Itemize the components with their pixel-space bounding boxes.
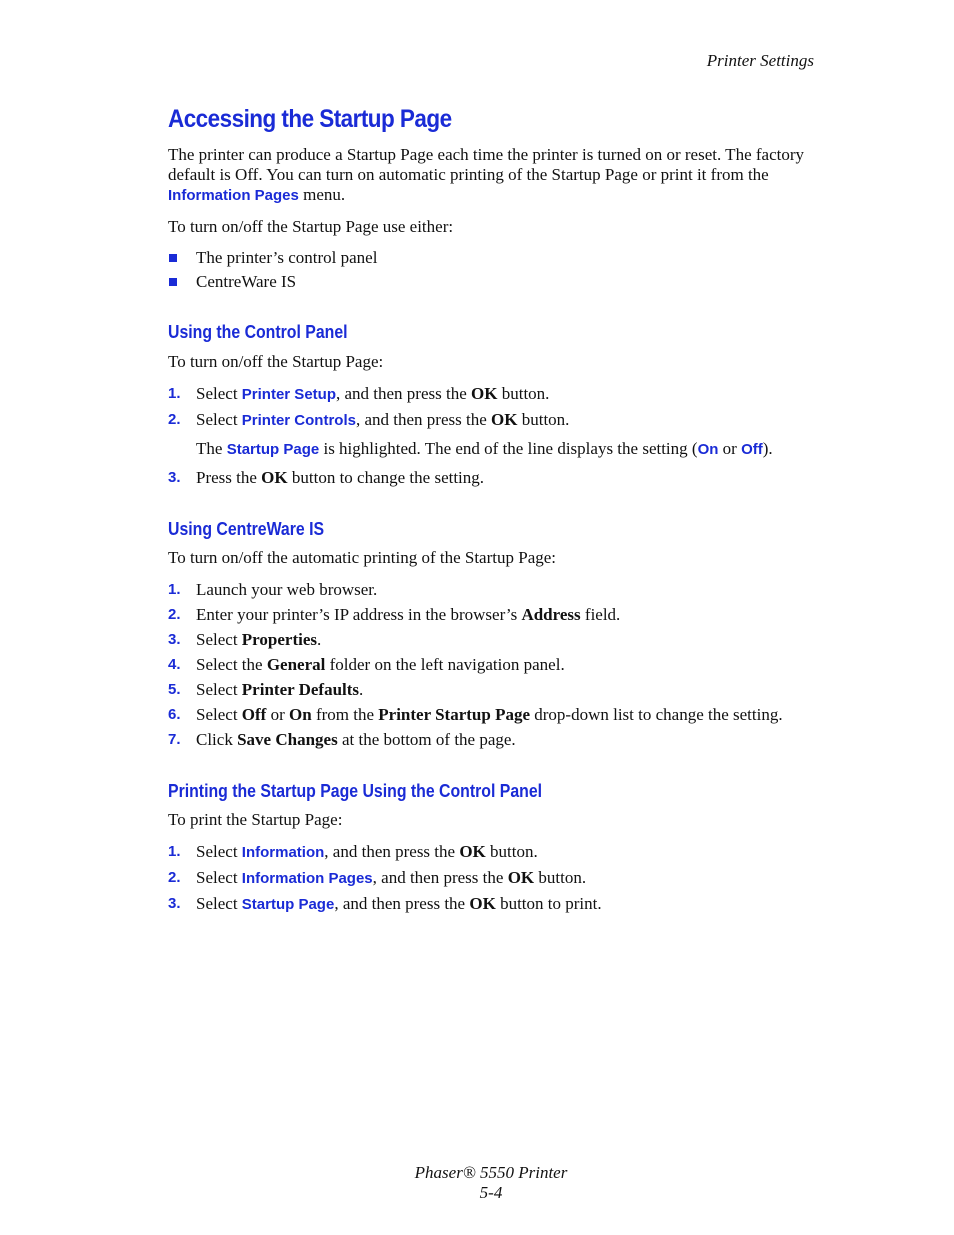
step-item: 1. Select Information, and then press the OK button. [168,842,538,861]
printing-lead: To print the Startup Page: [168,810,343,829]
list-item: The printer’s control panel [168,246,818,270]
footer-product: Phaser® 5550 Printer [414,1163,568,1182]
information-pages-menu-ref: Information Pages [168,187,299,204]
step-item: 4. Select the General folder on the left navigation panel. [168,655,565,674]
options-lead: To turn on/off the Startup Page use either: [168,217,454,236]
step-item: 2. Enter your printer’s IP address in the browser’s Address field. [168,605,621,624]
printing-heading: Printing the Startup Page Using the Control Panel [168,781,543,801]
step-note: The Startup Page is highlighted. The end of the line displays the setting (On or Off). [196,439,773,458]
centreware-lead: To turn on/off the automatic printing of the Startup Page: [168,548,557,567]
page-content [168,101,818,917]
control-panel-steps [168,381,818,433]
options-list [168,246,818,294]
step-item: 3. Press the OK button to change the setting. [168,468,485,487]
list-item: CentreWare IS [168,270,818,294]
step-item: 2. Select Printer Controls, and then press the OK button. [168,410,570,429]
square-bullet-icon [169,278,177,286]
control-panel-heading: Using the Control Panel [168,322,348,342]
step-item: 6. Select Off or On from the Printer Startup Page drop-down list to change the setting. [168,705,783,724]
step-item: 1. Select Printer Setup, and then press the OK button. [168,384,550,403]
control-panel-lead: To turn on/off the Startup Page: [168,352,384,371]
footer-page-number: 5-4 [479,1183,503,1202]
square-bullet-icon [169,254,177,262]
running-head: Printer Settings [706,51,814,70]
step-item: 2. Select Information Pages, and then press the OK button. [168,868,587,887]
printing-steps [168,839,818,917]
intro-paragraph: The printer can produce a Startup Page each time the printer is turned on or reset. The factory default is Off. You can turn on automatic printing of the Startup Page or print it from the Information Pages menu. [168,145,804,204]
centreware-heading: Using CentreWare IS [168,519,325,539]
step-item: 1. Launch your web browser. [168,580,378,599]
page-title: Accessing the Startup Page [168,105,452,133]
centreware-steps [168,577,818,752]
step-item: 3. Select Properties. [168,630,322,649]
control-panel-steps-cont [168,465,818,490]
step-item: 5. Select Printer Defaults. [168,680,364,699]
step-item: 3. Select Startup Page, and then press the OK button to print. [168,894,602,913]
step-item: 7. Click Save Changes at the bottom of the page. [168,730,516,749]
page-footer [0,1163,954,1203]
